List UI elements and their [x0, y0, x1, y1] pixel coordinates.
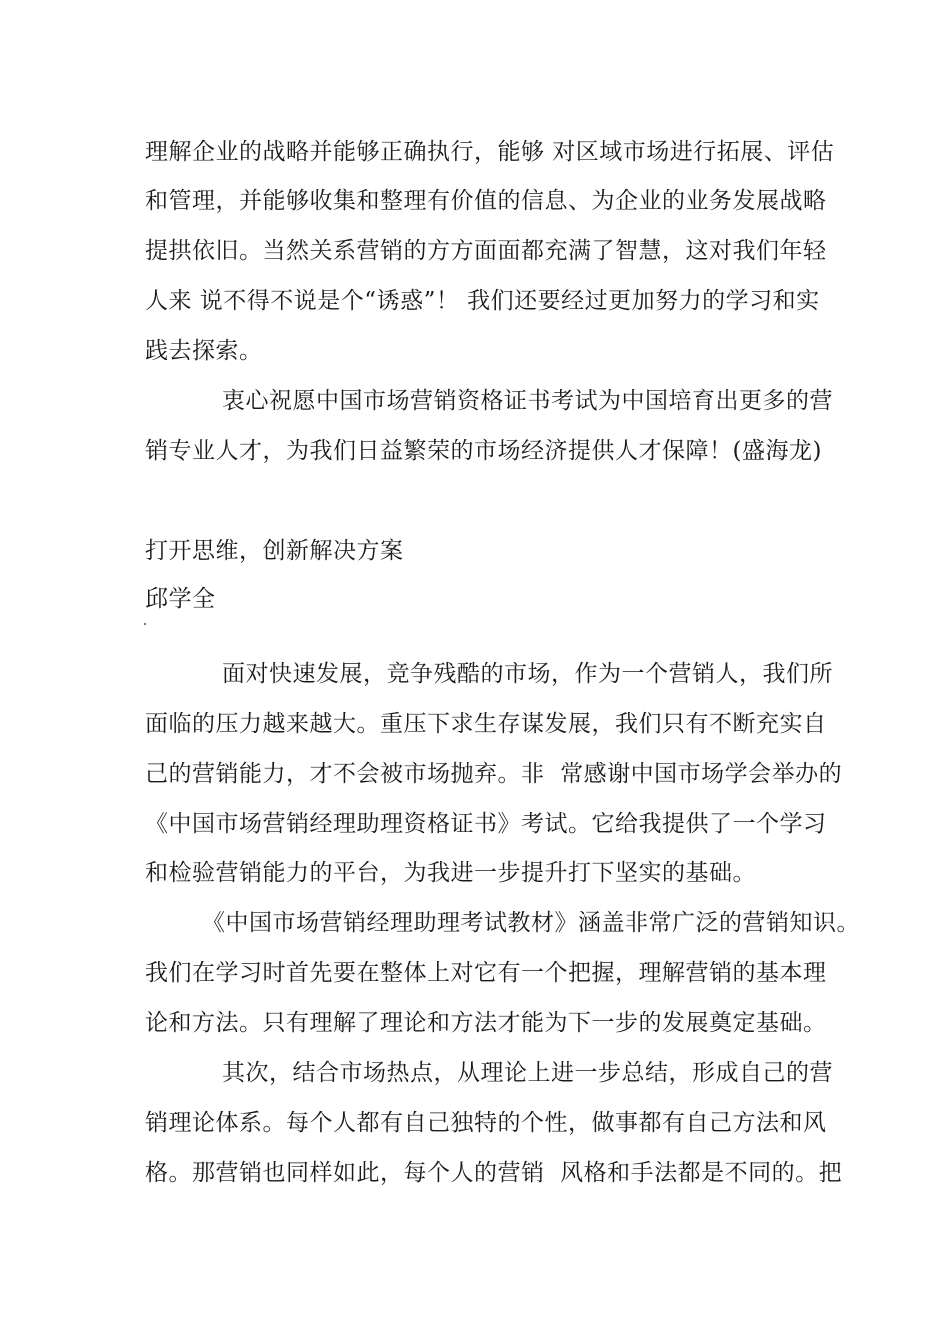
text-line: 格。那营销也同样如此，每个人的营销 风格和手法都是不同的。把: [145, 1160, 843, 1186]
text-line: 和管理，并能够收集和整理有价值的信息、为企业的业务发展战略: [145, 188, 827, 214]
text-line: 论和方法。只有理解了理论和方法才能为下一步的发展奠定基础。: [145, 1010, 827, 1036]
text-line: 衷心祝愿中国市场营销资格证书考试为中国培育出更多的营: [222, 388, 833, 414]
text-line: 其次，结合市场热点，从理论上进一步总结，形成自己的营: [222, 1060, 833, 1086]
text-line: 销专业人才，为我们日益繁荣的市场经济提供人才保障！(盛海龙): [145, 438, 822, 464]
stray-mark: [144, 623, 146, 625]
text-line: 理解企业的战略并能够正确执行，能够 对区域市场进行拓展、评估: [145, 139, 835, 165]
text-line: 面临的压力越来越大。重压下求生存谋发展，我们只有不断充实自: [145, 711, 827, 737]
text-line: 践去探索。: [145, 338, 263, 364]
text-line: 人来 说不得不说是个“诱惑”！ 我们还要经过更加努力的学习和实: [145, 288, 820, 314]
text-line: 《中国市场营销经理助理考试教材》涵盖非常广泛的营销知识。: [202, 910, 860, 936]
text-line: 和检验营销能力的平台，为我进一步提升打下坚实的基础。: [145, 860, 756, 886]
text-line: 《中国市场营销经理助理资格证书》考试。它给我提供了一个学习: [145, 811, 827, 837]
text-line: 我们在学习时首先要在整体上对它有一个把握，理解营销的基本理: [145, 960, 827, 986]
article-author: 邱学全: [145, 586, 216, 612]
text-line: 提拱依旧。当然关系营销的方方面面都充满了智慧，这对我们年轻: [145, 238, 827, 264]
text-line: 面对快速发展，竞争残酷的市场，作为一个营销人，我们所: [222, 661, 833, 687]
article-title: 打开思维，创新解决方案: [145, 538, 404, 564]
text-line: 己的营销能力，才不会被市场抛弃。非 常感谢中国市场学会举办的: [145, 761, 843, 787]
text-line: 销理论体系。每个人都有自己独特的个性，做事都有自己方法和风: [145, 1110, 827, 1136]
